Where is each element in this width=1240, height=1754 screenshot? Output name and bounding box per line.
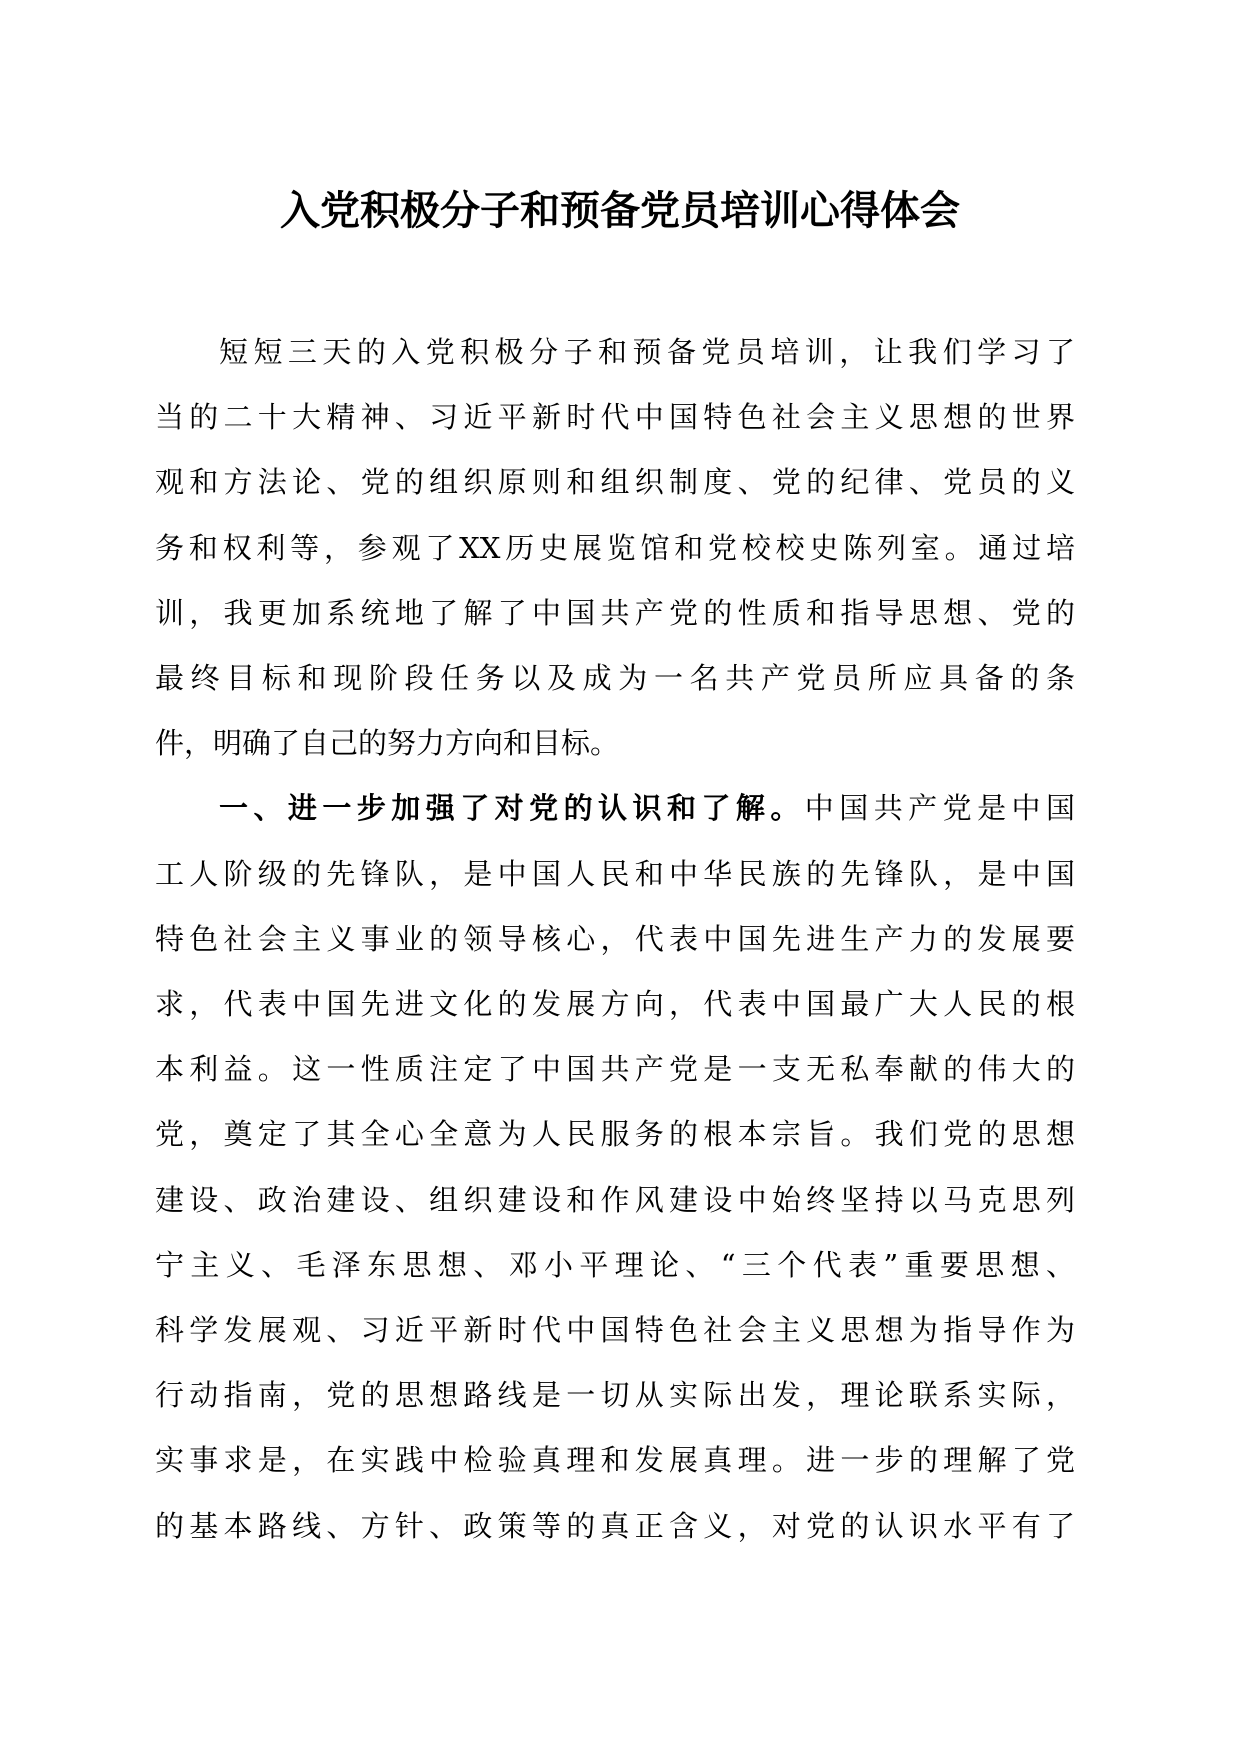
text-line: 本利益。这一性质注定了中国共产党是一支无私奉献的伟大的 — [155, 1052, 1075, 1087]
text-line: 最终目标和现阶段任务以及成为一名共产党员所应具备的条 — [155, 661, 1075, 696]
text-line: 工人阶级的先锋队，是中国人民和中华民族的先锋队，是中国 — [155, 856, 1075, 891]
text-line: 实事求是，在实践中检验真理和发展真理。进一步的理解了党 — [155, 1443, 1075, 1478]
paragraph-2 — [155, 776, 1075, 1558]
text-span: 中国共产党是中国 — [804, 791, 1075, 826]
section-heading: 一、进一步加强了对党的认识和了解。 — [219, 791, 805, 826]
text-line: 的基本路线、方针、政策等的真正含义，对党的认识水平有了 — [155, 1508, 1075, 1543]
text-line: 观和方法论、党的组织原则和组织制度、党的纪律、党员的义 — [155, 465, 1075, 500]
text-line: 宁主义、毛泽东思想、邓小平理论、“三个代表”重要思想、 — [155, 1247, 1075, 1282]
text-line: 短短三天的入党积极分子和预备党员培训，让我们学习了 — [219, 335, 1075, 369]
text-line: 行动指南，党的思想路线是一切从实际出发，理论联系实际， — [155, 1378, 1075, 1413]
text-line: 务和权利等，参观了XX历史展览馆和党校校史陈列室。通过培 — [155, 530, 1075, 565]
text-line: 件，明确了自己的努力方向和目标。 — [155, 726, 620, 761]
text-line: 求，代表中国先进文化的发展方向，代表中国最广大人民的根 — [155, 987, 1075, 1022]
text-line: 当的二十大精神、习近平新时代中国特色社会主义思想的世界 — [155, 400, 1075, 435]
text-line — [155, 776, 1075, 841]
document-title: 入党积极分子和预备党员培训心得体会 — [280, 187, 960, 234]
text-line: 特色社会主义事业的领导核心，代表中国先进生产力的发展要 — [155, 921, 1075, 956]
text-line: 科学发展观、习近平新时代中国特色社会主义思想为指导作为 — [155, 1313, 1075, 1348]
text-line: 建设、政治建设、组织建设和作风建设中始终坚持以马克思列 — [155, 1182, 1075, 1217]
paragraph-1 — [155, 320, 1075, 776]
text-line: 党，奠定了其全心全意为人民服务的根本宗旨。我们党的思想 — [155, 1117, 1075, 1152]
text-line: 训，我更加系统地了解了中国共产党的性质和指导思想、党的 — [155, 595, 1075, 630]
document-body — [155, 320, 1075, 1559]
